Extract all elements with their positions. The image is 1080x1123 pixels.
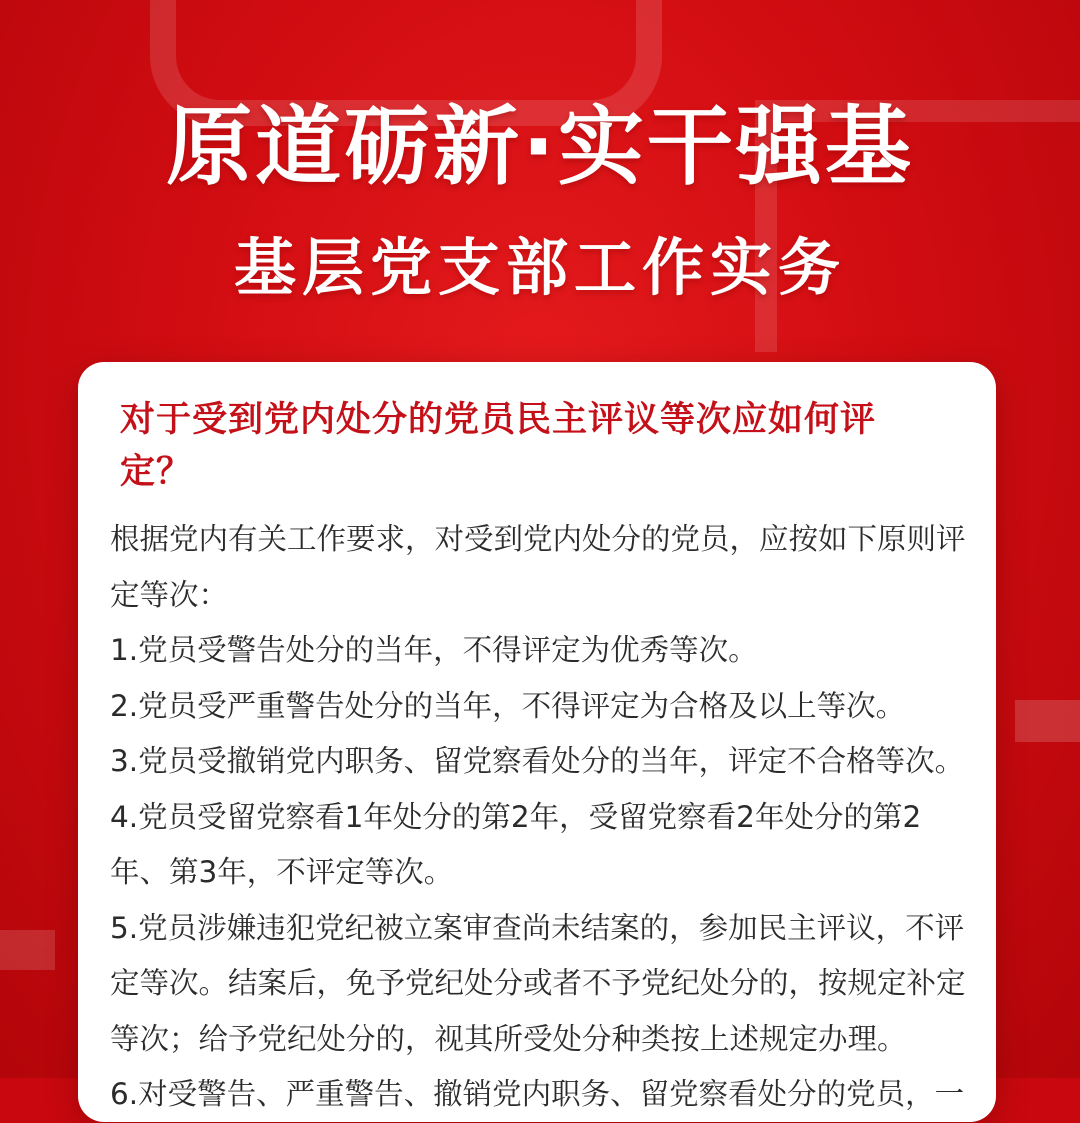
rule-item: 6.对受警告、严重警告、撤销党内职务、留党察看处分的党员，一 <box>110 1077 965 1111</box>
decorative-bar <box>1015 700 1080 742</box>
answer-intro: 根据党内有关工作要求，对受到党内处分的党员，应按如下原则评定等次： <box>110 522 966 612</box>
decorative-bar <box>0 930 55 970</box>
answer-body <box>110 512 980 1123</box>
page-title: 原道砺新·实干强基 <box>166 97 914 197</box>
rule-item: 1.党员受警告处分的当年，不得评定为优秀等次。 <box>110 633 758 667</box>
rule-item: 4.党员受留党察看1年处分的第2年，受留党察看2年处分的第2年、第3年，不评定等次。 <box>110 799 922 889</box>
rule-item: 3.党员受撤销党内职务、留党察看处分的当年，评定不合格等次。 <box>110 744 965 778</box>
rule-item: 5.党员涉嫌违犯党纪被立案审查尚未结案的，参加民主评议，不评定等次。结案后，免予党纪处分或者不予党纪处分的，按规定补定等次；给予党纪处分的，视其所受处分种类按上述规定办理。 <box>110 910 966 1056</box>
page-subtitle: 基层党支部工作实务 <box>233 231 846 304</box>
question-heading: 对于受到党内处分的党员民主评议等次应如何评定？ <box>120 400 877 492</box>
content-card <box>78 362 996 1122</box>
rule-item: 2.党员受严重警告处分的当年，不得评定为合格及以上等次。 <box>110 688 906 723</box>
